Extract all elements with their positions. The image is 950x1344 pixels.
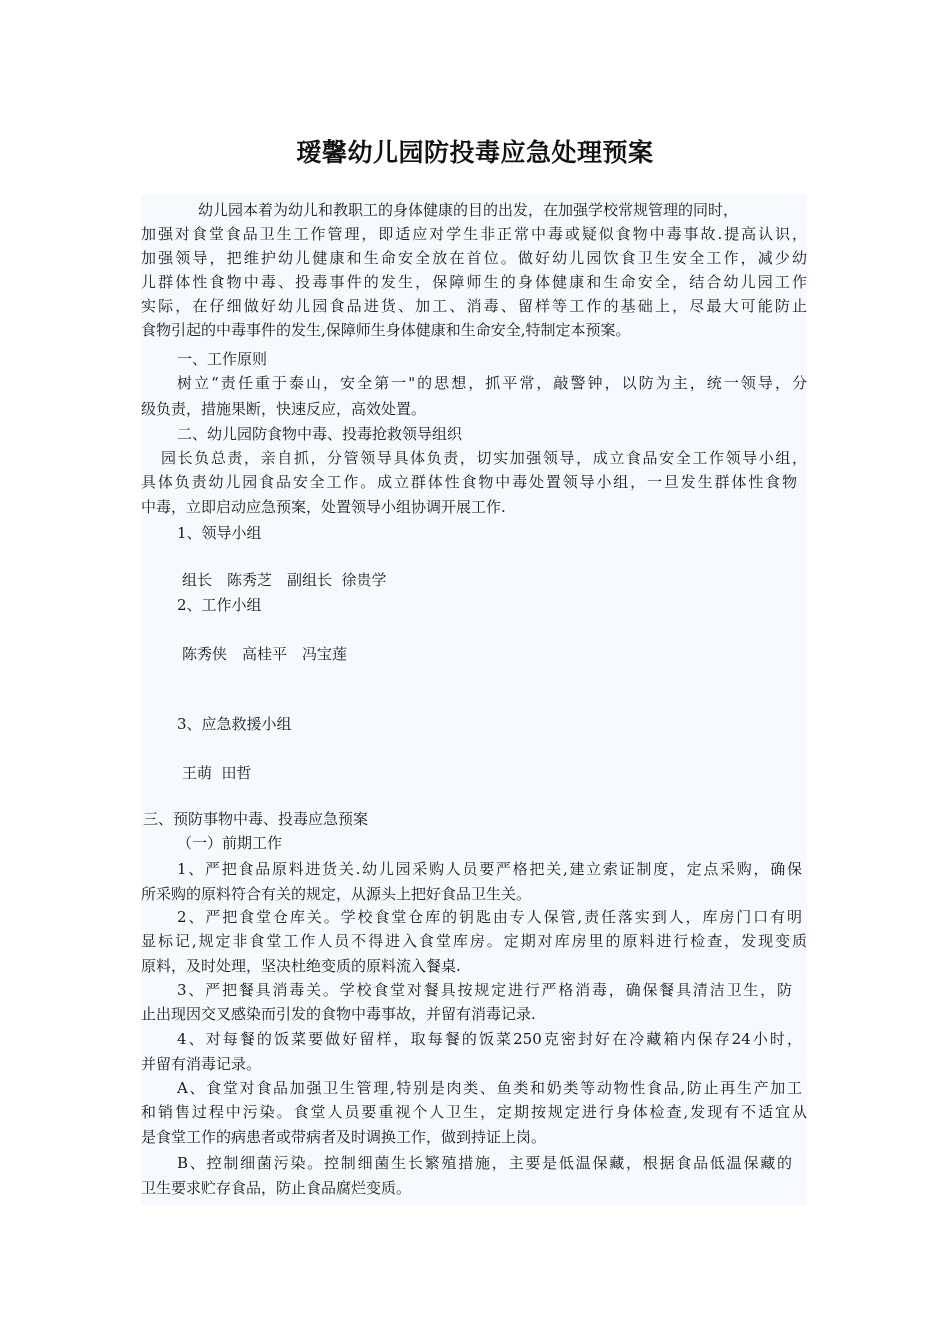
body-line: 儿群体性食物中毒、投毒事件的发生，保障师生的身体健康和生命安全，结合幼儿园工作 — [141, 273, 807, 291]
body-line: 中毒，立即启动应急预案，处置领导小组协调开展工作. — [141, 498, 506, 516]
body-line: 树立“责任重于泰山，安全第一"的思想，抓平常，敲警钟，以防为主，统一领导，分 — [177, 374, 807, 392]
body-line: 加强对食堂食品卫生工作管理，即适应对学生非正常中毒或疑似食物中毒事故.提高认识， — [141, 225, 807, 243]
subsection-heading: 3、应急救援小组 — [177, 715, 292, 733]
body-line: 并留有消毒记录。 — [141, 1055, 262, 1073]
section-heading: 二、幼儿园防食物中毒、投毒抢救领导组织 — [177, 425, 463, 443]
document-title: 瑷馨幼儿园防投毒应急处理预案 — [296, 138, 654, 167]
body-line: 1、严把食品原料进货关.幼儿园采购人员要严格把关,建立索证制度，定点采购，确保 — [177, 860, 802, 878]
body-line: 园长负总责，亲自抓，分管领导具体负责，切实加强领导，成立食品安全工作领导小组， — [161, 449, 807, 467]
document-body — [141, 195, 807, 1205]
body-line: 加强领导，把维护幼儿健康和生命安全放在首位。做好幼儿园饮食卫生安全工作，减少幼 — [141, 249, 807, 267]
member-list: 王萌 田哲 — [182, 764, 252, 782]
member-list: 组长 陈秀芝 副组长 徐贵学 — [182, 571, 387, 589]
body-line: 止出现因交叉感染而引发的食物中毒事故，并留有消毒记录. — [141, 1005, 536, 1023]
subsection-heading: 2、工作小组 — [177, 596, 262, 614]
body-line: 4、对每餐的饭菜要做好留样，取每餐的饭菜250克密封好在冷藏箱内保存24小时， — [177, 1030, 802, 1048]
body-line: 3、严把餐具消毒关。学校食堂对餐具按规定进行严格消毒，确保餐具清洁卫生，防 — [177, 981, 792, 999]
body-line: 原料，及时处理，坚决杜绝变质的原料流入餐桌. — [141, 957, 461, 975]
body-line: 2、严把食堂仓库关。学校食堂仓库的钥匙由专人保管,责任落实到人，库房门口有明 — [177, 908, 802, 926]
body-line: 食物引起的中毒事件的发生,保障师生身体健康和生命安全,特制定本预案。 — [141, 321, 631, 339]
member-list: 陈秀侠 高桂平 冯宝莲 — [182, 645, 348, 663]
body-line: 级负责，措施果断，快速反应，高效处置。 — [141, 400, 427, 418]
subsection-heading: （一）前期工作 — [177, 834, 283, 852]
subsection-heading: 1、领导小组 — [177, 524, 262, 542]
body-line: 卫生要求贮存食品，防止食品腐烂变质。 — [141, 1179, 412, 1197]
body-line: 所采购的原料符合有关的规定，从源头上把好食品卫生关。 — [141, 885, 532, 903]
section-heading: 三、预防事物中毒、投毒应急预案 — [143, 810, 369, 828]
body-line: A、食堂对食品加强卫生管理,特别是肉类、鱼类和奶类等动物性食品,防止再生产加工 — [177, 1079, 802, 1097]
body-line: 实际，在仔细做好幼儿园食品进货、加工、消毒、留样等工作的基础上，尽最大可能防止 — [141, 297, 807, 315]
body-line: 幼儿园本着为幼儿和教职工的身体健康的目的出发，在加强学校常规管理的同时， — [198, 201, 739, 219]
section-heading: 一、工作原则 — [177, 350, 268, 368]
body-line: B、控制细菌污染。控制细菌生长繁殖措施，主要是低温保藏，根据食品低温保藏的 — [177, 1154, 792, 1172]
body-line: 具体负责幼儿园食品安全工作。成立群体性食物中毒处置领导小组，一旦发生群体性食物 — [141, 473, 797, 491]
body-line: 和销售过程中污染。食堂人员要重视个人卫生，定期按规定进行身体检查,发现有不适宜从 — [141, 1103, 807, 1121]
body-line: 是食堂工作的病患者或带病者及时调换工作，做到持证上岗。 — [141, 1128, 547, 1146]
body-line: 显标记,规定非食堂工作人员不得进入食堂库房。定期对库房里的原料进行检查，发现变质 — [141, 932, 807, 950]
